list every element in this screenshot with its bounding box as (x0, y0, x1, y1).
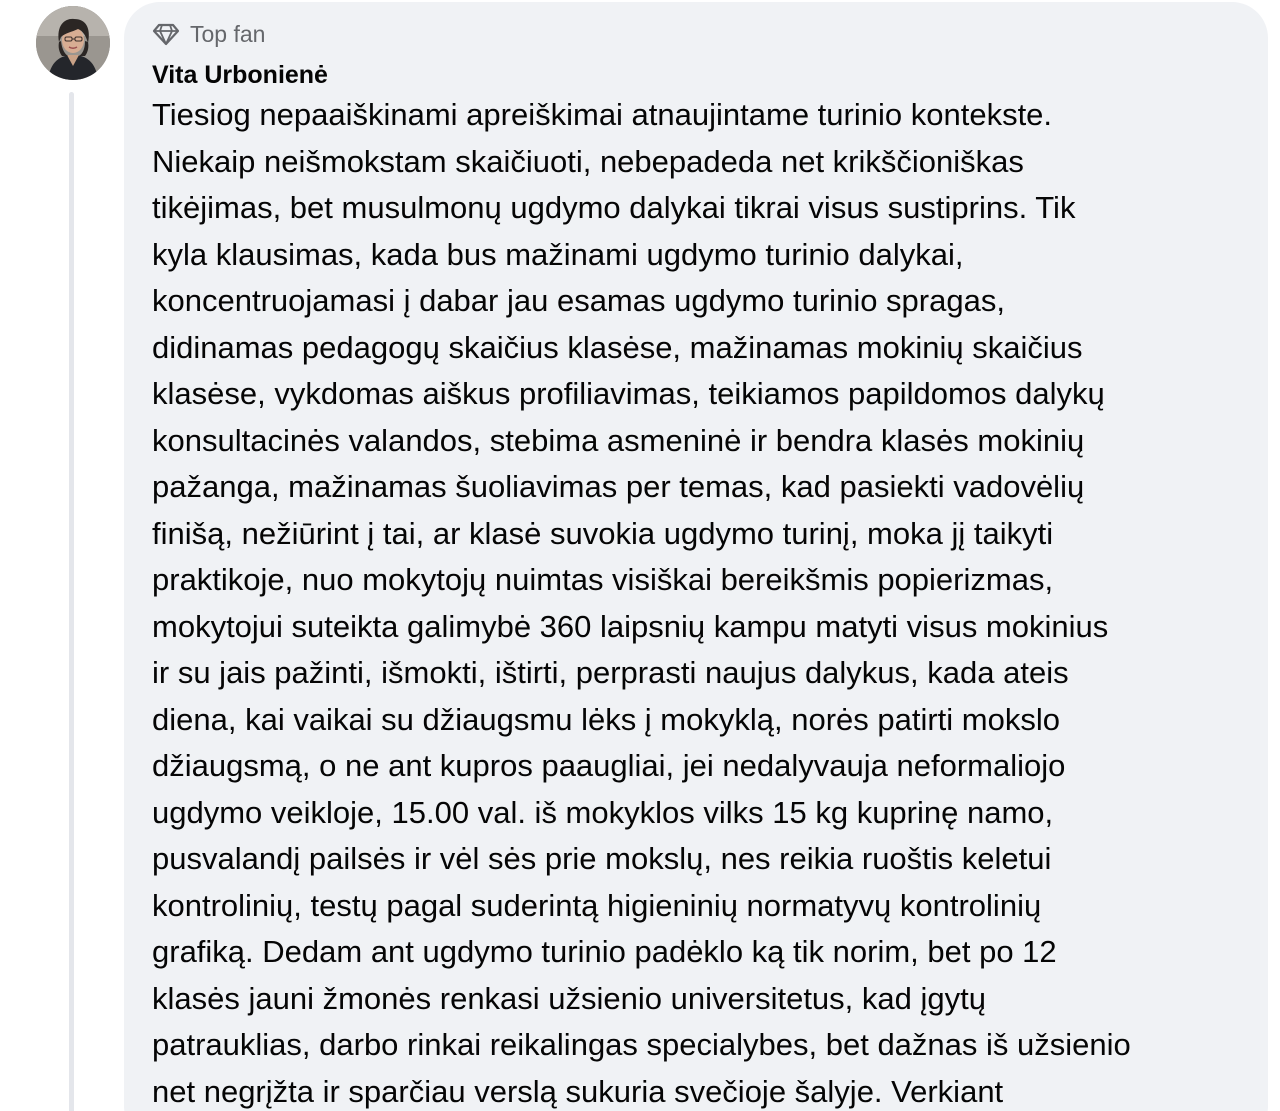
top-fan-label: Top fan (190, 21, 266, 47)
comment-text-line: klasės jauni žmonės renkasi užsienio universitetus, kad įgytų (152, 980, 986, 1016)
comment-text-line: Niekaip neišmokstam skaičiuoti, nebepadeda net krikščioniškas (152, 143, 1024, 179)
comment-text-line: didinamas pedagogų skaičius klasėse, mažinamas mokinių skaičius (152, 329, 1083, 365)
comment-text-line: ir su jais pažinti, išmokti, ištirti, perprasti naujus dalykus, kada ateis (152, 655, 1069, 690)
comment-text-line: tikėjimas, bet musulmonų ugdymo dalykai tikrai visus sustiprins. Tik (152, 190, 1076, 225)
comment-text-line: net negrįžta ir sparčiau verslą sukuria svečioje šalyje. Verkiant (152, 1073, 1004, 1109)
reply-thread-line (69, 92, 74, 1111)
comment-text-line: mokytojui suteikta galimybė 360 laipsnių kampu matyti visus mokinius (152, 608, 1109, 644)
author-name-link[interactable]: Vita Urbonienė (152, 61, 328, 89)
comment-text-line: diena, kai vaikai su džiaugsmu lėks į mokyklą, norės patirti mokslo (152, 701, 1060, 737)
diamond-icon (152, 22, 180, 46)
avatar[interactable] (36, 6, 110, 80)
comment-text-line: koncentruojamasi į dabar jau esamas ugdymo turinio spragas, (152, 283, 1005, 318)
comment-text (152, 92, 1262, 1111)
comment-text-line: ugdymo veikloje, 15.00 val. iš mokyklos vilks 15 kg kuprinę namo, (152, 794, 1054, 830)
comment-text-line: patrauklias, darbo rinkai reikalingas specialybes, bet dažnas iš užsienio (152, 1027, 1131, 1062)
comment-text-line: konsultacinės valandos, stebima asmeninė ir bendra klasės mokinių (152, 422, 1085, 458)
comment-text-line: džiaugsmą, o ne ant kupros paaugliai, jei nedalyvauja neformaliojo (152, 748, 1066, 783)
comment-text-line: praktikoje, nuo mokytojų nuimtas visiškai bereikšmis popierizmas, (152, 562, 1054, 597)
top-fan-badge[interactable] (152, 18, 265, 50)
comment-text-line: finišą, nežiūrint į tai, ar klasė suvokia ugdymo turinį, moka jį taikyti (152, 515, 1054, 551)
comment-text-line: kontrolinių, testų pagal suderintą higieninių normatyvų kontrolinių (152, 887, 1042, 923)
avatar-photo (36, 6, 110, 80)
comment-text-line: Tiesiog nepaaiškinami apreiškimai atnaujintame turinio kontekste. (152, 97, 1053, 132)
comment-text-line: grafiką. Dedam ant ugdymo turinio padėklo ką tik norim, bet po 12 (152, 934, 1057, 969)
comment-text-line: pažanga, mažinamas šuoliavimas per temas, kad pasiekti vadovėlių (152, 469, 1085, 504)
comment-text-line: klasėse, vykdomas aiškus profiliavimas, teikiamos papildomos dalykų (152, 376, 1105, 411)
comment-text-line: kyla klausimas, kada bus mažinami ugdymo turinio dalykai, (152, 236, 964, 272)
comment-text-line: pusvalandį pailsės ir vėl sės prie mokslų, nes reikia ruoštis keletui (152, 841, 1052, 876)
